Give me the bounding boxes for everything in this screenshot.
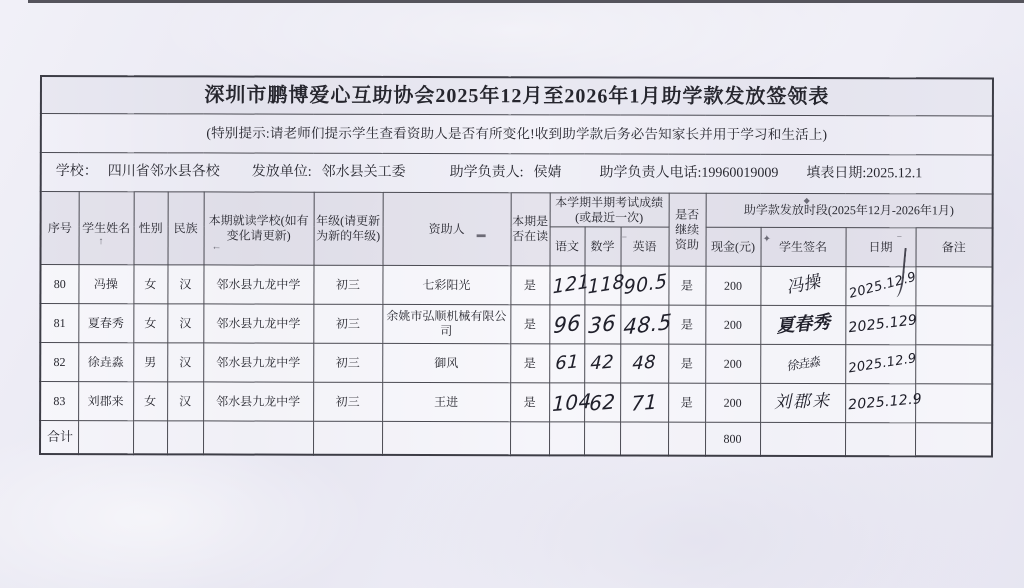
cell-ethnicity: 汉 xyxy=(167,304,203,343)
handwritten-score: 121 xyxy=(552,270,590,299)
cell-continue-support: 是 xyxy=(668,344,705,383)
cell-remark xyxy=(915,384,992,423)
cell-grade: 初三 xyxy=(313,382,382,421)
col-header-cash: 现金(元) xyxy=(706,227,761,266)
handwritten-date: 2025.12.9 xyxy=(847,269,918,302)
cell-student-name: 刘郡来 xyxy=(78,382,133,421)
handwritten-signature: 徐垚淼 xyxy=(785,354,821,373)
handwritten-score: 62 xyxy=(588,388,616,416)
cell-cash: 200 xyxy=(705,266,760,305)
cell-grade: 初三 xyxy=(313,265,382,304)
cell-grade: 初三 xyxy=(313,343,382,382)
cell-ethnicity: 汉 xyxy=(167,382,203,421)
cell-signature xyxy=(760,383,845,422)
student-row xyxy=(40,382,992,423)
cell-continue-support: 是 xyxy=(668,383,705,422)
handwritten-date: 2025.129 xyxy=(847,312,918,337)
col-group-payment-period: 助学款发放时段(2025年12月-2026年1月) xyxy=(706,193,993,228)
handwritten-score: 48 xyxy=(631,351,657,375)
cell-remark xyxy=(915,306,992,345)
artifact-mark: ‾ xyxy=(897,236,902,249)
form-date-value: 2025.12.1 xyxy=(866,166,923,182)
cell-signature xyxy=(760,344,845,383)
cell-score-math xyxy=(584,305,620,344)
handwritten-signature: 刘郡来 xyxy=(773,391,832,414)
col-header-remark: 备注 xyxy=(916,228,993,267)
cell-score-math xyxy=(584,344,620,383)
phone-label: 助学负责人电话: xyxy=(599,165,702,181)
handwritten-score: 104 xyxy=(551,388,592,416)
cell-sign-date xyxy=(845,267,918,306)
cell-student-name: 徐垚淼 xyxy=(78,343,133,382)
cell-score-chinese xyxy=(549,305,584,344)
special-notice: (特别提示:请老师们提示学生查看资助人是否有所变化!收到助学款后务必告知家长并用于学习和生活上) xyxy=(41,114,993,155)
form-sheet xyxy=(39,75,992,457)
cell-ethnicity: 汉 xyxy=(167,265,203,304)
total-row xyxy=(40,421,992,457)
total-cash: 800 xyxy=(705,422,760,456)
cell-score-chinese xyxy=(549,344,584,383)
cell-student-name: 夏春秀 xyxy=(78,304,133,343)
artifact-mark: ← xyxy=(211,241,222,253)
manager-value: 侯婧 xyxy=(533,165,562,181)
cell-sign-date xyxy=(845,306,918,345)
cell-sign-date xyxy=(845,384,923,423)
cell-score-chinese xyxy=(549,266,590,305)
form-date-label: 填表日期: xyxy=(806,166,867,182)
handwritten-signature: 冯操 xyxy=(784,272,822,299)
issuer-label: 发放单位: xyxy=(251,164,312,180)
col-header-gender: 性别 xyxy=(134,192,168,265)
cell-seq: 81 xyxy=(40,304,78,343)
cell-score-english xyxy=(620,305,673,344)
cell-ethnicity: 汉 xyxy=(167,343,203,382)
student-row xyxy=(40,343,992,384)
school-label: 学校： xyxy=(55,164,98,180)
cell-sponsor: 七彩阳光 xyxy=(382,265,510,304)
cell-continue-support: 是 xyxy=(668,266,705,305)
handwritten-score: 71 xyxy=(630,388,658,416)
cell-enrolled: 是 xyxy=(510,305,549,344)
school-value: 四川省邻水县各校 xyxy=(107,164,220,180)
cell-seq: 83 xyxy=(40,382,78,421)
cell-score-english xyxy=(620,344,668,383)
cell-signature xyxy=(760,305,845,344)
artifact-mark: ▬ xyxy=(476,229,486,240)
phone-value: 19960019009 xyxy=(701,165,779,182)
form-title: 深圳市鹏博爱心互助协会2025年12月至2026年1月助学款发放签领表 xyxy=(41,76,993,116)
issuer-value: 邻水县关工委 xyxy=(321,164,406,181)
cell-cash: 200 xyxy=(705,383,760,422)
handwritten-score: 90.5 xyxy=(623,270,668,300)
handwritten-score: 36 xyxy=(587,310,618,339)
cell-score-english xyxy=(620,383,668,422)
cell-score-english xyxy=(620,266,668,305)
cell-gender: 女 xyxy=(133,382,167,421)
total-label: 合计 xyxy=(40,421,78,455)
cell-cash: 200 xyxy=(705,305,760,344)
cell-continue-support: 是 xyxy=(668,305,705,344)
handwritten-score: 42 xyxy=(589,351,615,375)
info-bar xyxy=(41,153,993,194)
cell-gender: 女 xyxy=(133,304,167,343)
artifact-mark: ✦ xyxy=(762,233,771,245)
aid-distribution-table xyxy=(39,75,994,457)
col-header-english: 英语 xyxy=(621,227,669,266)
cell-signature xyxy=(760,266,845,305)
artifact-mark: ↑ xyxy=(98,236,104,248)
cell-enrolled: 是 xyxy=(510,344,549,383)
cell-gender: 女 xyxy=(133,265,167,304)
cell-school: 邻水县九龙中学 xyxy=(203,304,313,343)
cell-remark xyxy=(915,345,992,384)
handwritten-signature: 夏春秀 xyxy=(774,311,831,337)
cell-enrolled: 是 xyxy=(510,266,549,305)
col-header-signature: 学生签名 xyxy=(761,227,846,266)
col-header-grade: 年级(请更新为新的年级) xyxy=(314,192,383,265)
cell-seq: 82 xyxy=(40,343,78,382)
artifact-mark: ‾ xyxy=(622,236,627,249)
cell-student-name: 冯操 xyxy=(78,265,133,304)
scanner-edge-line xyxy=(28,0,1024,3)
cell-score-chinese xyxy=(549,383,592,422)
handwritten-score: 61 xyxy=(554,351,580,375)
cell-sponsor: 余姚市弘顺机械有限公司 xyxy=(382,304,510,343)
cell-sponsor: 王进 xyxy=(382,382,510,421)
cell-school: 邻水县九龙中学 xyxy=(203,382,313,421)
col-header-seq: 序号 xyxy=(41,192,79,265)
handwritten-score: 48.5 xyxy=(622,309,673,340)
handwritten-score: 118 xyxy=(587,270,625,299)
cell-seq: 80 xyxy=(40,265,78,304)
col-group-exam-scores: 本学期半期考试成绩(或最近一次) xyxy=(550,193,669,227)
col-header-chinese: 语文 xyxy=(550,227,585,266)
handwritten-date: 2025.12.9 xyxy=(847,391,923,414)
cell-grade: 初三 xyxy=(313,304,382,343)
cell-remark xyxy=(915,267,992,306)
cell-sign-date xyxy=(845,345,918,384)
cell-enrolled: 是 xyxy=(510,383,549,422)
handwritten-score: 96 xyxy=(552,310,582,339)
manager-label: 助学负责人: xyxy=(449,165,524,181)
cell-school: 邻水县九龙中学 xyxy=(203,265,313,304)
cell-cash: 200 xyxy=(705,344,760,383)
student-row xyxy=(40,304,992,345)
col-header-student-name: 学生姓名 xyxy=(79,192,134,265)
cell-gender: 男 xyxy=(133,343,167,382)
col-header-enrolled: 本期是否在读 xyxy=(511,193,550,266)
handwritten-date: 2025.12.9 xyxy=(846,350,918,377)
col-header-continue-support: 是否继续资助 xyxy=(669,193,706,266)
col-header-math: 数学 xyxy=(585,227,621,266)
col-header-ethnicity: 民族 xyxy=(168,192,204,265)
col-header-date: 日期 xyxy=(846,228,916,267)
col-header-sponsor: 资助人 xyxy=(383,192,511,265)
student-row xyxy=(40,265,992,306)
col-header-school: 本期就读学校(如有变化请更新) xyxy=(204,192,314,265)
cell-school: 邻水县九龙中学 xyxy=(203,343,313,382)
cell-sponsor: 御风 xyxy=(382,343,510,382)
artifact-mark: ◆ xyxy=(803,195,810,206)
